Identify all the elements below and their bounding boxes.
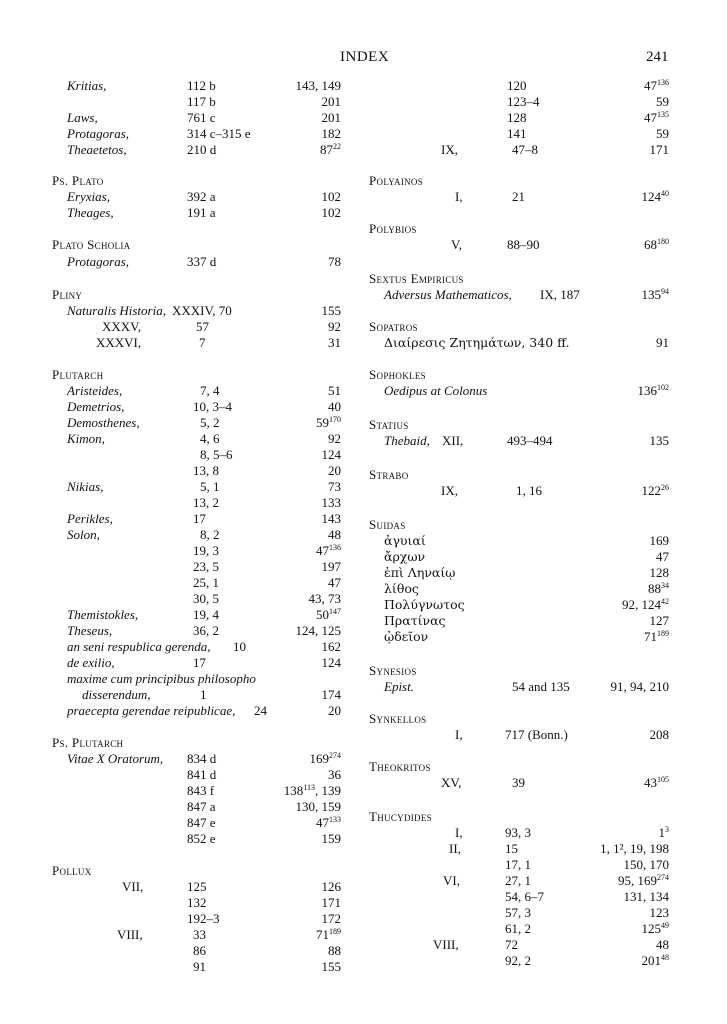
page-reference: $1^3$ xyxy=(658,825,669,840)
page-reference: $136^{102}$ xyxy=(637,383,669,398)
page-reference: 51 xyxy=(328,383,341,398)
page-reference: $124^{40}$ xyxy=(641,189,669,204)
page-reference: $71^{189}$ xyxy=(316,927,341,942)
index-entry: Oedipus at Colonus xyxy=(384,383,488,398)
index-entry: I, xyxy=(455,727,463,742)
index-heading: Pliny xyxy=(52,287,83,302)
index-entry: 761 c xyxy=(187,110,216,125)
index-entry: 54, 6–7 xyxy=(505,889,544,904)
page-reference: 95, $169^{274}$ xyxy=(618,873,669,888)
page-reference-cont: , 139 xyxy=(315,783,341,798)
index-entry: 24 xyxy=(254,703,267,718)
index-entry: 92, 2 xyxy=(505,953,531,968)
index-entry: VIII, xyxy=(117,927,143,942)
index-entry: Nikias, xyxy=(67,479,104,494)
page-reference: 135 xyxy=(649,433,669,448)
index-entry: 493–494 xyxy=(507,433,553,448)
index-entry: 392 a xyxy=(187,189,216,204)
index-entry: Thebaid, xyxy=(384,433,430,448)
page-reference: 91 xyxy=(656,335,669,350)
page-reference: 47 xyxy=(328,575,341,590)
index-entry: Protagoras, xyxy=(67,254,129,269)
page-reference: $201^{48}$ xyxy=(641,953,669,968)
index-entry: 27, 1 xyxy=(505,873,531,888)
index-entry: 7, 4 xyxy=(200,383,220,398)
index-entry: 847 a xyxy=(187,799,216,814)
index-entry: 39 xyxy=(512,775,525,790)
index-entry: Naturalis Historia, xyxy=(67,303,166,318)
index-heading: Polybios xyxy=(369,221,417,236)
index-entry: 25, 1 xyxy=(193,575,219,590)
page-reference: 159 xyxy=(321,831,341,846)
footnote-superscript: 274 xyxy=(657,873,669,882)
index-entry: Theaetetos, xyxy=(67,142,127,157)
page-reference: 128 xyxy=(649,565,669,580)
index-entry: de exilio, xyxy=(67,655,115,670)
page-reference: 92 xyxy=(328,319,341,334)
footnote-superscript: 42 xyxy=(661,597,669,606)
index-entry: Demosthenes, xyxy=(67,415,140,430)
index-entry: ἐπὶ Ληναίῳ xyxy=(384,565,456,580)
index-entry: 91 xyxy=(193,959,206,974)
footnote-superscript: 102 xyxy=(657,383,669,392)
page-reference: 127 xyxy=(649,613,669,628)
page-reference: 126 xyxy=(321,879,341,894)
index-entry: 15 xyxy=(505,841,518,856)
index-entry: 30, 5 xyxy=(193,591,219,606)
index-entry: 17, 1 xyxy=(505,857,531,872)
index-entry: VI, xyxy=(443,873,460,888)
index-entry: 5, 2 xyxy=(200,415,220,430)
page-reference: 143 xyxy=(321,511,341,526)
footnote-superscript: 22 xyxy=(333,142,341,151)
index-entry: 8, 5–6 xyxy=(200,447,233,462)
page-reference: 36 xyxy=(328,767,341,782)
index-entry: 1, 16 xyxy=(516,483,542,498)
index-entry: 125 xyxy=(187,879,207,894)
page-reference: 59 xyxy=(656,126,669,141)
index-entry: VIII, xyxy=(433,937,459,952)
page-reference: 182 xyxy=(321,126,341,141)
index-entry: 192–3 xyxy=(187,911,220,926)
index-entry: Theages, xyxy=(67,205,114,220)
index-entry: 72 xyxy=(505,937,518,952)
index-entry: ᾠδεῖον xyxy=(384,629,429,644)
index-entry: IX, xyxy=(441,483,458,498)
footnote-superscript: 3 xyxy=(665,825,669,834)
page-reference: $59^{170}$ xyxy=(316,415,341,430)
index-entry: 7 xyxy=(199,335,206,350)
page-reference: 197 xyxy=(321,559,341,574)
index-entry: Eryxias, xyxy=(67,189,110,204)
footnote-superscript: 170 xyxy=(329,415,341,424)
index-entry: Πολύγνωτος xyxy=(384,597,465,612)
page-reference: 40 xyxy=(328,399,341,414)
index-entry: Kimon, xyxy=(67,431,105,446)
page-reference: 133 xyxy=(321,495,341,510)
page-reference: 124 xyxy=(321,447,341,462)
index-entry: 10 xyxy=(233,639,246,654)
index-entry: 191 a xyxy=(187,205,216,220)
index-entry: 33 xyxy=(193,927,206,942)
page-reference: 155 xyxy=(321,303,341,318)
index-entry: 4, 6 xyxy=(200,431,220,446)
index-entry: I, xyxy=(455,825,463,840)
index-entry: XXXV, xyxy=(102,319,142,334)
footnote-superscript: 105 xyxy=(657,775,669,784)
footnote-superscript: 26 xyxy=(661,483,669,492)
index-entry: ἄρχων xyxy=(384,549,426,564)
index-entry: 120 xyxy=(507,78,527,93)
page-reference: 124 xyxy=(321,655,341,670)
index-entry: 847 e xyxy=(187,815,216,830)
footnote-superscript: 274 xyxy=(329,751,341,760)
index-entry: 141 xyxy=(507,126,527,141)
page-reference: $47^{136}$ xyxy=(644,78,669,93)
index-heading: Sopatros xyxy=(369,319,418,334)
page-reference: 172 xyxy=(321,911,341,926)
index-entry: 852 e xyxy=(187,831,216,846)
page-title: INDEX xyxy=(340,49,390,65)
index-entry: XXXVI, xyxy=(96,335,142,350)
index-entry: 128 xyxy=(507,110,527,125)
index-heading: Thucydides xyxy=(369,809,432,824)
index-entry: IX, 187 xyxy=(540,287,580,302)
index-entry: 123–4 xyxy=(507,94,540,109)
index-entry: 57 xyxy=(196,319,209,334)
index-entry: Πρατίνας xyxy=(384,613,446,628)
index-heading: Ps. Plato xyxy=(52,173,104,188)
page-reference: $50^{147}$ xyxy=(316,607,341,622)
footnote-superscript: 189 xyxy=(657,629,669,638)
page-reference: 47 xyxy=(656,549,669,564)
index-heading: Polyainos xyxy=(369,173,424,188)
index-entry: II, xyxy=(449,841,461,856)
index-entry: ἀγυιαί xyxy=(384,533,426,548)
index-heading: Statius xyxy=(369,417,409,432)
index-entry: 19, 4 xyxy=(193,607,219,622)
index-entry: V, xyxy=(451,237,462,252)
page-reference: 31 xyxy=(328,335,341,350)
page-reference: $125^{49}$ xyxy=(641,921,669,936)
index-entry: 1 xyxy=(200,687,207,702)
index-entry: Διαίρεσις Ζητημάτων, 340 ff. xyxy=(384,335,570,350)
footnote-superscript: 133 xyxy=(329,815,341,824)
page-reference: 92 xyxy=(328,431,341,446)
page-reference: 171 xyxy=(321,895,341,910)
page-reference: 102 xyxy=(321,205,341,220)
page-reference: 123 xyxy=(649,905,669,920)
page-reference: 171 xyxy=(649,142,669,157)
page-reference: $169^{274}$ xyxy=(309,751,341,766)
index-heading: Plato Scholia xyxy=(52,237,131,252)
index-entry: 841 d xyxy=(187,767,217,782)
index-entry: Protagoras, xyxy=(67,126,129,141)
page-reference: $43^{105}$ xyxy=(644,775,669,790)
index-entry: Solon, xyxy=(67,527,100,542)
index-heading: Suidas xyxy=(369,517,406,532)
index-heading: Synkellos xyxy=(369,711,427,726)
index-entry: I, xyxy=(455,189,463,204)
index-heading: Strabo xyxy=(369,467,409,482)
index-entry: 61, 2 xyxy=(505,921,531,936)
page-reference: 169 xyxy=(649,533,669,548)
page-reference: 131, 134 xyxy=(623,889,669,904)
index-heading: Plutarch xyxy=(52,367,104,382)
index-entry: 112 b xyxy=(187,78,216,93)
footnote-superscript: 48 xyxy=(661,953,669,962)
page-reference: 143, 149 xyxy=(295,78,341,93)
footnote-superscript: 34 xyxy=(661,581,669,590)
index-entry: Theseus, xyxy=(67,623,113,638)
page-reference: 91, 94, 210 xyxy=(610,679,669,694)
page-reference: $47^{136}$ xyxy=(316,543,341,558)
page-reference: $122^{26}$ xyxy=(641,483,669,498)
page-reference: 102 xyxy=(321,189,341,204)
page-reference: 162 xyxy=(321,639,341,654)
page-reference: $68^{180}$ xyxy=(644,237,669,252)
page-reference: 43, 73 xyxy=(308,591,341,606)
index-entry: Themistokles, xyxy=(67,607,139,622)
page-reference: 20 xyxy=(328,703,341,718)
page-reference: 88 xyxy=(328,943,341,958)
page-reference: 59 xyxy=(656,94,669,109)
index-entry: Epist. xyxy=(384,679,414,694)
footnote-superscript: 180 xyxy=(657,237,669,246)
index-entry: Kritias, xyxy=(67,78,107,93)
index-heading: Sophokles xyxy=(369,367,426,382)
index-entry: 19, 3 xyxy=(193,543,219,558)
footnote-superscript: 94 xyxy=(661,287,669,296)
footnote-superscript: 113 xyxy=(303,783,315,792)
page-reference: 48 xyxy=(328,527,341,542)
footnote-superscript: 40 xyxy=(661,189,669,198)
index-entry: 47–8 xyxy=(512,142,538,157)
index-heading: Sextus Empiricus xyxy=(369,271,464,286)
index-entry: Perikles, xyxy=(67,511,113,526)
index-entry: 13, 8 xyxy=(193,463,219,478)
index-entry: an seni respublica gerenda, xyxy=(67,639,211,654)
index-entry: 54 and 135 xyxy=(512,679,570,694)
index-entry: Demetrios, xyxy=(67,399,125,414)
page-reference: 155 xyxy=(321,959,341,974)
index-heading: Synesios xyxy=(369,663,417,678)
index-entry: 314 c–315 e xyxy=(187,126,251,141)
index-entry: 17 xyxy=(193,655,206,670)
index-entry: maxime cum principibus philosopho xyxy=(67,671,256,686)
page-reference: $47^{135}$ xyxy=(644,110,669,125)
page-reference: 92, $124^{42}$ xyxy=(622,597,669,612)
index-entry: 843 f xyxy=(187,783,215,798)
page-reference: 20 xyxy=(328,463,341,478)
footnote-superscript: 135 xyxy=(657,110,669,119)
index-entry: λίθος xyxy=(384,581,419,596)
index-entry: XXXIV, 70 xyxy=(172,303,232,318)
index-entry: Aristeides, xyxy=(67,383,123,398)
index-entry: 13, 2 xyxy=(193,495,219,510)
index-entry: XV, xyxy=(441,775,462,790)
index-entry: Adversus Mathematicos, xyxy=(384,287,512,302)
index-heading: Pollux xyxy=(52,863,92,878)
index-heading: Theokritos xyxy=(369,759,431,774)
page-reference: $47^{133}$ xyxy=(316,815,341,830)
index-entry: 93, 3 xyxy=(505,825,531,840)
index-entry: 57, 3 xyxy=(505,905,531,920)
index-entry: IX, xyxy=(441,142,458,157)
page-reference: 124, 125 xyxy=(295,623,341,638)
index-entry: 132 xyxy=(187,895,207,910)
page-reference: 201 xyxy=(321,94,341,109)
footnote-superscript: 136 xyxy=(329,543,341,552)
page-reference: $71^{189}$ xyxy=(644,629,669,644)
index-entry: 23, 5 xyxy=(193,559,219,574)
page-reference: 174 xyxy=(321,687,341,702)
footnote-superscript: 136 xyxy=(657,78,669,87)
footnote-superscript: 189 xyxy=(329,927,341,936)
page-reference: 73 xyxy=(328,479,341,494)
footnote-superscript: 49 xyxy=(661,921,669,930)
index-entry: praecepta gerendae reipublicae, xyxy=(67,703,236,718)
index-entry: 17 xyxy=(193,511,206,526)
index-entry: VII, xyxy=(122,879,144,894)
index-entry: 21 xyxy=(512,189,525,204)
index-entry: 210 d xyxy=(187,142,217,157)
index-entry: 717 (Bonn.) xyxy=(505,727,568,742)
page-reference: 1, 1², 19, 198 xyxy=(600,841,669,856)
page-reference: $88^{34}$ xyxy=(648,581,669,596)
index-entry: 834 d xyxy=(187,751,217,766)
index-heading: Ps. Plutarch xyxy=(52,735,124,750)
index-entry: 86 xyxy=(193,943,206,958)
page-reference: $87^{22}$ xyxy=(320,142,341,157)
page-reference: 130, 159 xyxy=(295,799,341,814)
index-entry: 10, 3–4 xyxy=(193,399,232,414)
index-entry: 88–90 xyxy=(507,237,540,252)
index-entry: 117 b xyxy=(187,94,216,109)
page-reference: 48 xyxy=(656,937,669,952)
page-reference: 150, 170 xyxy=(623,857,669,872)
index-entry: disserendum, xyxy=(82,687,151,702)
page-reference: 201 xyxy=(321,110,341,125)
index-entry: 8, 2 xyxy=(200,527,220,542)
page-reference: $135^{94}$ xyxy=(641,287,669,302)
index-entry: 337 d xyxy=(187,254,217,269)
page-number: 241 xyxy=(646,49,669,65)
page-reference: $138^{113}$, 139 xyxy=(283,783,341,798)
index-entry: Vitae X Oratorum, xyxy=(67,751,164,766)
index-entry: Laws, xyxy=(67,110,98,125)
footnote-superscript: 147 xyxy=(329,607,341,616)
page-reference: 78 xyxy=(328,254,341,269)
index-entry: 36, 2 xyxy=(193,623,219,638)
index-entry: 5, 1 xyxy=(200,479,220,494)
index-entry: XII, xyxy=(442,433,464,448)
page-reference: 208 xyxy=(649,727,669,742)
